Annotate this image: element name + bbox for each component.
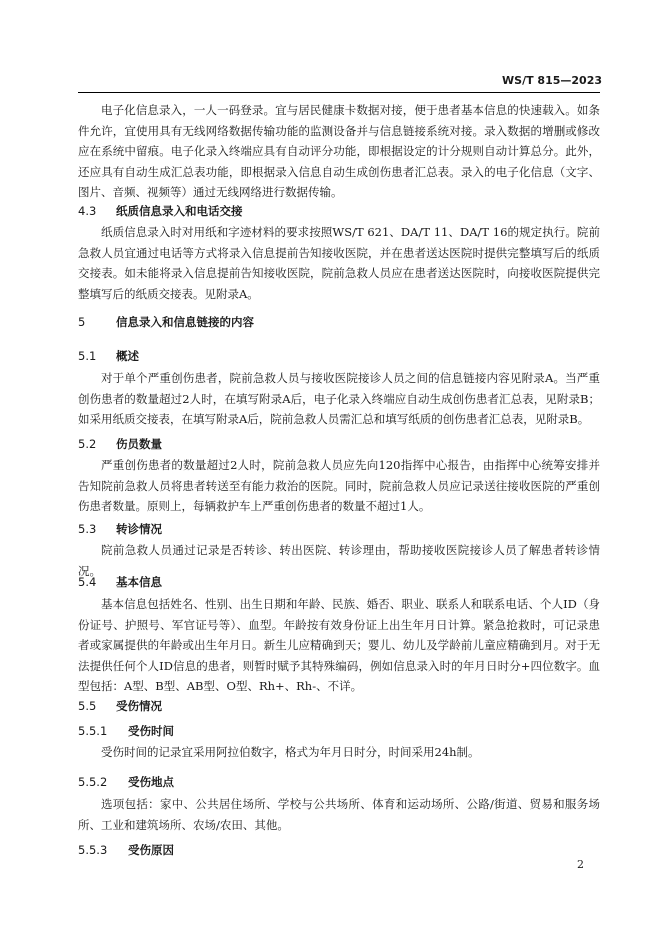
heading-5-3: [78, 521, 162, 537]
section-number: 5.1: [78, 349, 97, 363]
standard-code: WS/T 815—2023: [502, 74, 602, 87]
section-title: 信息录入和信息链接的内容: [116, 315, 254, 329]
section-number: 5.2: [78, 437, 97, 451]
paragraph-5-4: 基本信息包括姓名、性别、出生日期和年龄、民族、婚否、职业、联系人和联系电话、个人ID（身份证号、护照号、军官证号等）、血型。年龄按有效身份证上出生年月日计算。紧急抢救时，可记录患者或家属提供的年龄或出生年月日。新生儿应精确到天；婴儿、幼儿及学龄前儿童应精确到月。对于无法提供任何个人ID信息的患者，则暂时赋予其特殊编码，例如信息录入时的年月日时分+四位数字。血型包括：A型、B型、AB型、O型、Rh+、Rh-、不详。: [78, 597, 600, 693]
section-title: 概述: [116, 349, 139, 363]
section-title: 纸质信息录入和电话交接: [116, 204, 243, 218]
heading-5-5-2: [78, 774, 174, 790]
section-number: 5.5.3: [78, 843, 108, 857]
section-title: 受伤时间: [128, 724, 174, 738]
section-title: 受伤原因: [128, 843, 174, 857]
heading-5-4: [78, 574, 162, 590]
section-number: 5.5: [78, 699, 97, 713]
paragraph-5-5-1: 受伤时间的记录宜采用阿拉伯数字，格式为年月日时分，时间采用24h制。: [101, 745, 480, 759]
heading-5: [78, 314, 254, 330]
paragraph-5-1: 对于单个严重创伤患者，院前急救人员与接收医院接诊人员之间的信息链接内容见附录A。当严重创伤患者的数量超过2人时，在填写附录A后，电子化录入终端应自动生成创伤患者汇总表，见附录B；如采用纸质交接表，在填写附录A后，院前急救人员需汇总和填写纸质的创伤患者汇总表，见附录B。: [78, 371, 600, 426]
heading-5-1: [78, 348, 139, 364]
paragraph-5-2: 严重创伤患者的数量超过2人时，院前急救人员应先向120指挥中心报告，由指挥中心统筹安排并告知院前急救人员将患者转送至有能力救治的医院。同时，院前急救人员应记录送往接收医院的严重创伤患者数量。原则上，每辆救护车上严重创伤患者的数量不超过1人。: [78, 458, 600, 513]
section-number: 5.3: [78, 522, 97, 536]
heading-5-5: [78, 698, 162, 714]
section-number: 5.4: [78, 575, 97, 589]
section-title: 受伤情况: [116, 699, 162, 713]
section-title: 转诊情况: [116, 522, 162, 536]
heading-4-3: [78, 203, 243, 219]
page-number: 2: [577, 858, 584, 871]
paragraph-5-3: 院前急救人员通过记录是否转诊、转出医院、转诊理由，帮助接收医院接诊人员了解患者转诊情况。: [78, 543, 600, 578]
paragraph-electronic-entry: 电子化信息录入，一人一码登录。宜与居民健康卡数据对接，便于患者基本信息的快速载入。如条件允许，宜使用具有无线网络数据传输功能的监测设备并与信息链接系统对接。录入数据的增删或修改应在系统中留痕。电子化录入终端应具有自动评分功能，即根据设定的计分规则自动计算总分。此外，还应具有自动生成汇总表功能，即根据录入信息自动生成创伤患者汇总表。录入的电子化信息（文字、图片、音频、视频等）通过无线网络进行数据传输。: [78, 103, 600, 199]
heading-5-5-1: [78, 723, 174, 739]
section-number: 5.5.2: [78, 775, 108, 789]
header-rule: [78, 92, 600, 93]
section-number: 5.5.1: [78, 724, 108, 738]
paragraph-4-3: 纸质信息录入时对用纸和字迹材料的要求按照WS/T 621、DA/T 11、DA/T 16的规定执行。院前急救人员宜通过电话等方式将录入信息提前告知接收医院，并在患者送达医院时提供完整填写后的纸质交接表。如未能将录入信息提前告知接收医院，院前急救人员应在患者送达医院时，向接收医院提供完整填写后的纸质交接表。见附录A。: [78, 225, 600, 301]
section-number: 4.3: [78, 204, 97, 218]
section-title: 基本信息: [116, 575, 162, 589]
section-title: 伤员数量: [116, 437, 162, 451]
section-title: 受伤地点: [128, 775, 174, 789]
heading-5-2: [78, 436, 162, 452]
heading-5-5-3: [78, 842, 174, 858]
section-number: 5: [78, 315, 86, 329]
paragraph-5-5-2: 选项包括：家中、公共居住场所、学校与公共场所、体育和运动场所、公路/街道、贸易和服务场所、工业和建筑场所、农场/农田、其他。: [78, 797, 600, 832]
